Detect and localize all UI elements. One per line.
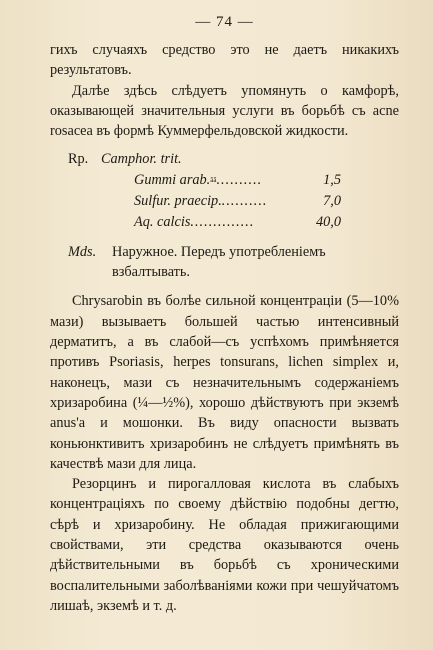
ana-mark: āā (210, 176, 217, 185)
prescription-line (101, 149, 308, 170)
ingredient-name: Camphor. trit. (101, 151, 182, 168)
dot-leader: .......... (221, 193, 268, 210)
prescription-body (68, 149, 399, 233)
dot-leader: .......... (216, 172, 263, 189)
paragraph-camphor: Далѣе здѣсь слѣдуетъ упомянуть о камфорѣ, оказывающей значительныя услуги въ борьбѣ съ acne rosacea въ формѣ Куммерфельдовской жидкости. (50, 82, 399, 140)
ingredient-name: Aq. calcis (134, 214, 191, 231)
signa (68, 242, 399, 282)
paragraph-resorcin: Резорцинъ и пирогалловая кислота въ слабыхъ концентраціяхъ по своему дѣйствію подобны дегтю, сѣрѣ и хризаробину. Не обладая прижигающими свойствами, эти средства оказываются очень дѣйствительными въ борьбѣ съ хроническими воспалительными заболѣваніями кожи при чешуйчатомъ лишаѣ, экземѣ и т. д. (50, 476, 399, 614)
dot-leader: .............. (190, 214, 255, 231)
recipe-label: Rp. (68, 151, 89, 168)
prescription-lines (101, 149, 341, 233)
prescription-line (134, 191, 341, 212)
paragraph-continuation: гихъ случаяхъ средство это не даетъ никакихъ результатовъ. (50, 42, 399, 79)
signa-text: Наружное. Передъ употребленіемъ взбалтывать. (112, 244, 326, 281)
signa-label: Mds. (68, 244, 97, 261)
ingredient-name: Gummi arab. (134, 172, 211, 189)
page-number: — 74 — (195, 14, 254, 30)
prescription-line (134, 212, 341, 233)
ingredient-name: Sulfur. praecip. (134, 193, 222, 210)
ingredient-quantity: 1,5 (323, 172, 341, 189)
prescription (68, 149, 399, 233)
ingredient-quantity: 40,0 (315, 214, 341, 231)
prescription-line (134, 170, 341, 191)
ingredient-quantity: 7,0 (323, 193, 341, 210)
paragraph-chrysarobin: Chrysarobin въ болѣе сильной концентраціи (5—10% мази) вызываетъ большей частью интенсивный дерматитъ, а въ слабой—съ успѣхомъ примѣняется противъ Psoriasis, herpes tonsurans, lichen simplex и, наконецъ, мази съ незначительнымъ содержаніемъ хризаробина (¼—½%), хорошо дѣйствуютъ при экземѣ anus'а и мошонки. Въ виду опасности вызвать коньюнктивитъ хризаробинъ не слѣдуетъ примѣнять въ качествѣ мази для лица. (50, 293, 399, 472)
